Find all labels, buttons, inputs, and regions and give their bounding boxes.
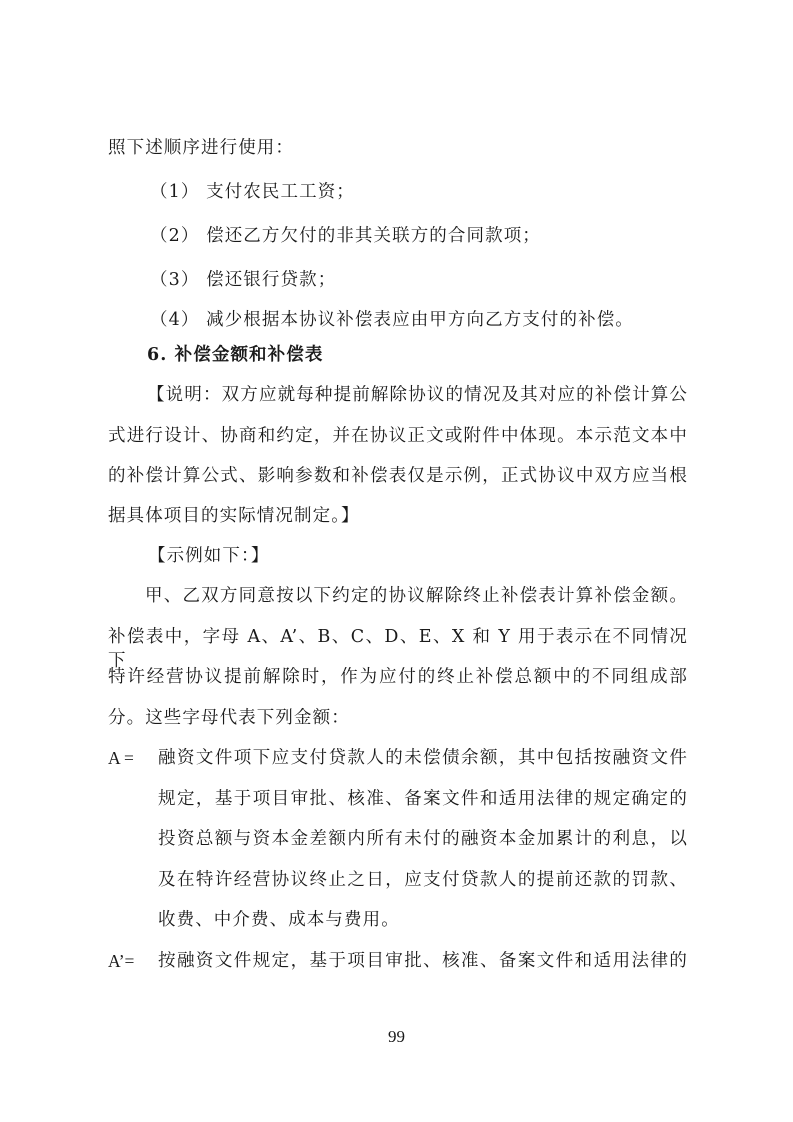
list-item-1: （1） 支付农民工工资； [150, 182, 355, 202]
paragraph-line-3: 特许经营协议提前解除时，作为应付的终止补偿总额中的不同组成部 [108, 667, 688, 687]
paragraph-line-1: 甲、乙双方同意按以下约定的协议解除终止补偿表计算补偿金额。 [145, 586, 688, 606]
note-line-4: 据具体项目的实际情况制定。】 [108, 506, 360, 526]
list-item-4: （4） 减少根据本协议补偿表应由甲方向乙方支付的补偿。 [150, 310, 634, 330]
example-label: 【示例如下：】 [148, 546, 270, 566]
note-line-1: 【说明：双方应就每种提前解除协议的情况及其对应的补偿计算公 [147, 385, 688, 405]
section-heading: 6. 补偿金额和补偿表 [147, 345, 324, 365]
paragraph-line-2: 补偿表中，字母 A、A’、B、C、D、E、X 和 Y 用于表示在不同情况下 [108, 627, 688, 671]
definition-a-prime-line-1: 按融资文件规定，基于项目审批、核准、备案文件和适用法律的 [158, 951, 688, 971]
definition-a-line-5: 收费、中介费、成本与费用。 [158, 910, 400, 930]
list-item-3: （3） 偿还银行贷款； [150, 270, 337, 290]
note-line-3: 的补偿计算公式、影响参数和补偿表仅是示例，正式协议中双方应当根 [108, 466, 688, 486]
definition-a-line-2: 规定，基于项目审批、核准、备案文件和适用法律的规定确定的 [158, 789, 688, 809]
definition-a-line-1: 融资文件项下应支付贷款人的未偿债余额，其中包括按融资文件 [158, 748, 688, 768]
paragraph-line-4: 分。这些字母代表下列金额： [108, 708, 350, 728]
page-number: 99 [388, 1027, 405, 1046]
note-line-2: 式进行设计、协商和约定，并在协议正文或附件中体现。本示范文本中 [108, 426, 688, 446]
definition-label-a: A = [108, 748, 134, 768]
paragraph-continuation: 照下述顺序进行使用： [108, 138, 294, 158]
list-item-2: （2） 偿还乙方欠付的非其关联方的合同款项； [150, 226, 541, 246]
definition-a-line-4: 及在特许经营协议终止之日，应支付贷款人的提前还款的罚款、 [158, 870, 688, 890]
definition-a-line-3: 投资总额与资本金差额内所有未付的融资本金加累计的利息，以 [158, 829, 688, 849]
definition-label-a-prime: A’= [108, 951, 135, 971]
